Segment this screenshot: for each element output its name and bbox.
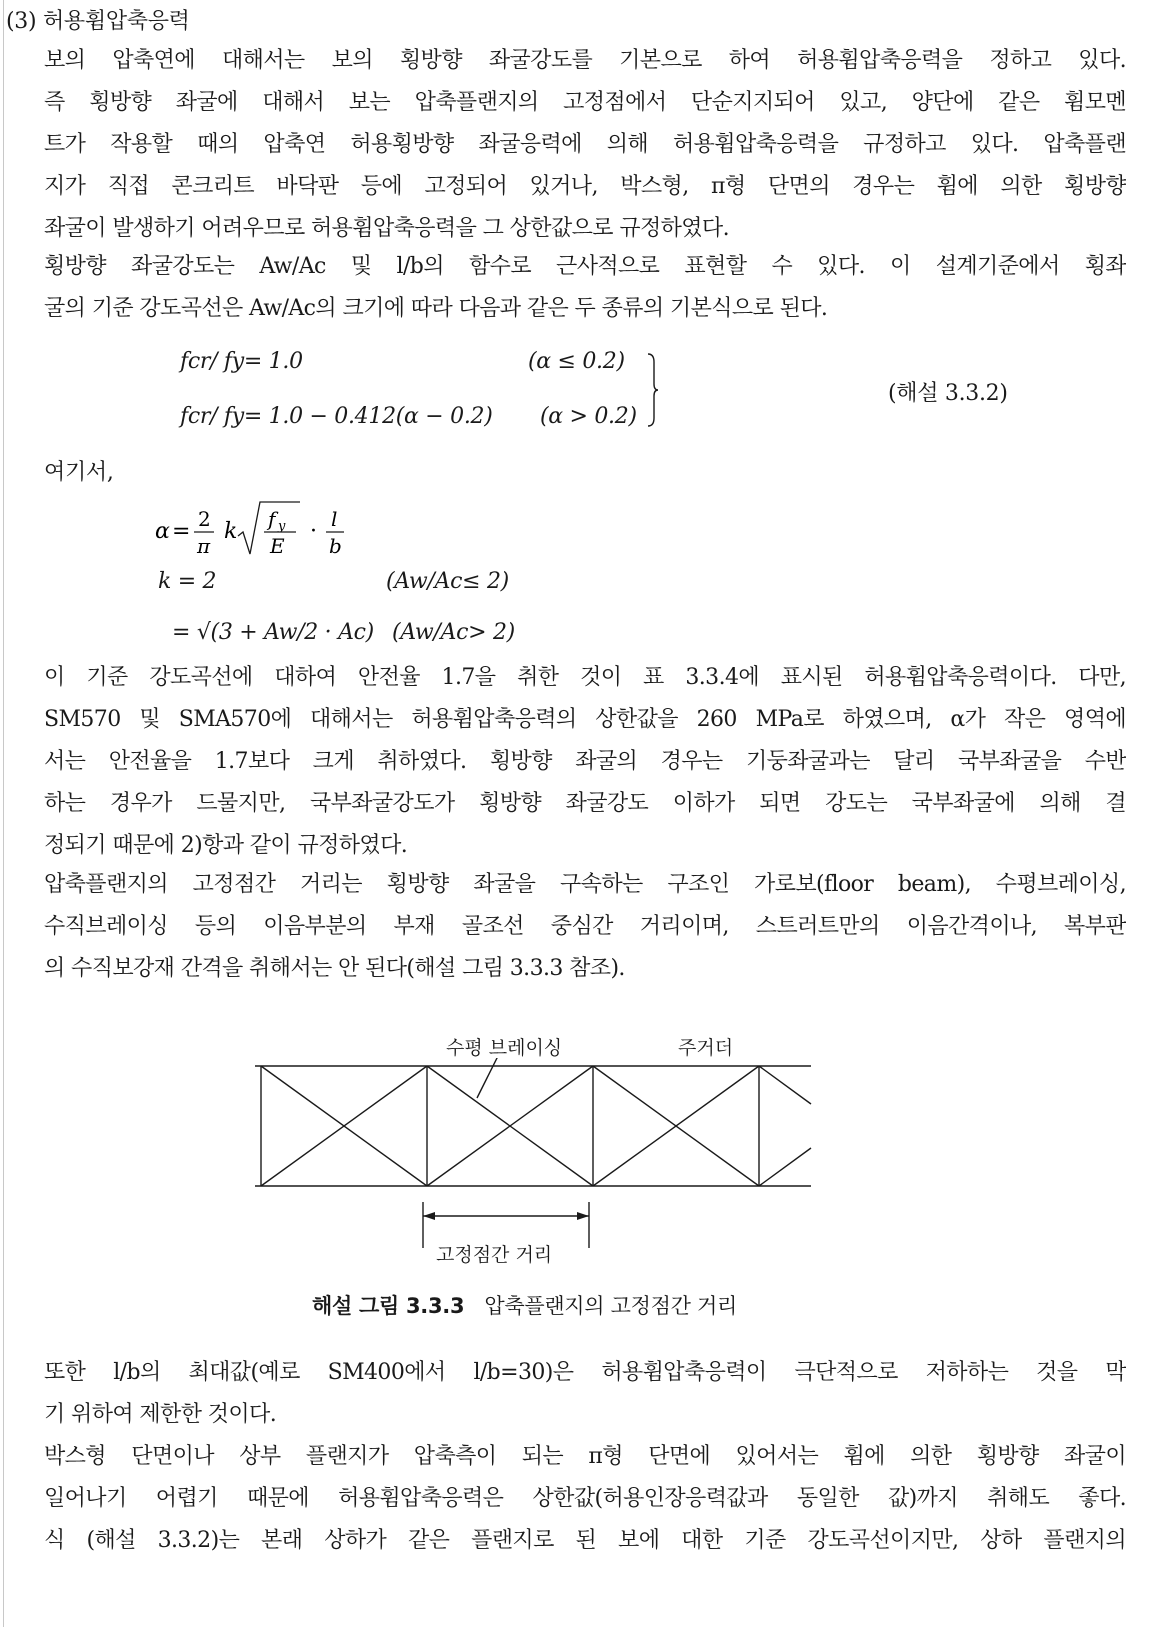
svg-text:=: =: [172, 519, 191, 544]
svg-text:α: α: [155, 519, 170, 544]
paragraph-2: [44, 246, 1126, 330]
k-equation-2-condition: (Aw/Ac> 2): [392, 620, 515, 645]
paragraph-5: [44, 1352, 1126, 1436]
leader-line: [477, 1058, 501, 1098]
figure-caption-number: 해설 그림 3.3.3: [312, 1294, 465, 1318]
text-line: 하는 경우가 드물지만, 국부좌굴강도가 횡방향 좌굴강도 이하가 되면 강도는 국부좌굴에 의해 결: [44, 791, 1126, 816]
svg-text:π: π: [197, 534, 211, 558]
svg-text:b: b: [329, 534, 342, 558]
bracing-diagram: [255, 1058, 820, 1258]
svg-text:·: ·: [310, 519, 317, 544]
left-margin-rule: [3, 0, 4, 1627]
paragraph-4: [44, 864, 1126, 990]
k-equation-1-condition: (Aw/Ac≤ 2): [386, 569, 509, 594]
k-equation-1: k = 2: [158, 569, 217, 594]
text-line: 보의 압축연에 대해서는 보의 횡방향 좌굴강도를 기본으로 하여 허용휨압축응력을 정하고 있다.: [44, 48, 1126, 73]
equation-2-condition: (α > 0.2): [540, 404, 637, 429]
text-line: 식 (해설 3.3.2)는 본래 상하가 같은 플랜지로 된 보에 대한 기준 강도곡선이지만, 상하 플랜지의: [44, 1528, 1126, 1553]
equation-1: fcr/ fy= 1.0: [180, 349, 303, 374]
svg-text:y: y: [278, 519, 286, 534]
paragraph-6: [44, 1436, 1126, 1562]
text-line: 정되기 때문에 2)항과 같이 규정하였다.: [44, 833, 408, 858]
svg-text:f: f: [268, 507, 276, 531]
equation-1-condition: (α ≤ 0.2): [528, 349, 625, 374]
text-line: 횡방향 좌굴강도는 Aw/Ac 및 l/b의 함수로 근사적으로 표현할 수 있다. 이 설계기준에서 횡좌: [44, 254, 1126, 279]
svg-text:l: l: [331, 507, 338, 531]
svg-text:k: k: [224, 519, 238, 544]
text-line: 지가 직접 콘크리트 바닥판 등에 고정되어 있거나, 박스형, π형 단면의 경우는 휨에 의한 횡방향: [44, 174, 1126, 199]
where-label: 여기서,: [44, 460, 114, 485]
text-line: 수직브레이싱 등의 이음부분의 부재 골조선 중심간 거리이며, 스트러트만의 이음간격이나, 복부판: [44, 914, 1126, 939]
figure-label-distance: 고정점간 거리: [436, 1244, 553, 1266]
brace-member: [759, 1148, 811, 1186]
figure-caption-text: 압축플랜지의 고정점간 거리: [484, 1294, 737, 1318]
alpha-equation: [150, 498, 370, 564]
section-heading: (3) 허용휨압축응력: [6, 9, 190, 34]
text-line: 서는 안전율을 1.7보다 크게 취하였다. 횡방향 좌굴의 경우는 기둥좌굴과는 달리 국부좌굴을 수반: [44, 749, 1126, 774]
text-line: 의 수직보강재 간격을 취해서는 안 된다(해설 그림 3.3.3 참조).: [44, 956, 625, 981]
figure-caption: [312, 1290, 737, 1320]
text-line: 굴의 기준 강도곡선은 Aw/Ac의 크기에 따라 다음과 같은 두 종류의 기본식으로 된다.: [44, 296, 828, 321]
text-line: 박스형 단면이나 상부 플랜지가 압축측이 되는 π형 단면에 있어서는 휨에 의한 횡방향 좌굴이: [44, 1444, 1126, 1469]
svg-text:E: E: [270, 534, 285, 558]
equation-2: fcr/ fy= 1.0 − 0.412(α − 0.2): [180, 404, 493, 429]
k-equation-2: = √(3 + Aw/2 · Ac): [172, 620, 374, 645]
paragraph-3: [44, 657, 1126, 867]
svg-text:2: 2: [198, 507, 211, 531]
text-line: 또한 l/b의 최대값(예로 SM400에서 l/b=30)은 허용휨압축응력이 극단적으로 저하하는 것을 막: [44, 1360, 1126, 1385]
paragraph-1: [44, 40, 1126, 250]
brace-member: [759, 1066, 811, 1104]
text-line: 좌굴이 발생하기 어려우므로 허용휨압축응력을 그 상한값으로 규정하였다.: [44, 216, 729, 241]
text-line: SM570 및 SMA570에 대해서는 허용휨압축응력의 상한값을 260 MPa로 하였으며, α가 작은 영역에: [44, 707, 1126, 732]
figure-label-girder: 주거더: [678, 1037, 734, 1059]
equation-number: (해설 3.3.2): [888, 381, 1008, 406]
equation-brace: [645, 352, 661, 428]
text-line: 즉 횡방향 좌굴에 대해서 보는 압축플랜지의 고정점에서 단순지지되어 있고, 양단에 같은 휨모멘: [44, 90, 1126, 115]
text-line: 이 기준 강도곡선에 대하여 안전율 1.7을 취한 것이 표 3.3.4에 표시된 허용휨압축응력이다. 다만,: [44, 665, 1126, 690]
text-line: 트가 작용할 때의 압축연 허용횡방향 좌굴응력에 의해 허용휨압축응력을 규정하고 있다. 압축플랜: [44, 132, 1126, 157]
text-line: 일어나기 어렵기 때문에 허용휨압축응력은 상한값(허용인장응력값과 동일한 값)까지 취해도 좋다.: [44, 1486, 1126, 1511]
figure-label-bracing: 수평 브레이싱: [446, 1037, 563, 1059]
text-line: 기 위하여 제한한 것이다.: [44, 1402, 277, 1427]
text-line: 압축플랜지의 고정점간 거리는 횡방향 좌굴을 구속하는 구조인 가로보(floor beam), 수평브레이싱,: [44, 872, 1126, 897]
